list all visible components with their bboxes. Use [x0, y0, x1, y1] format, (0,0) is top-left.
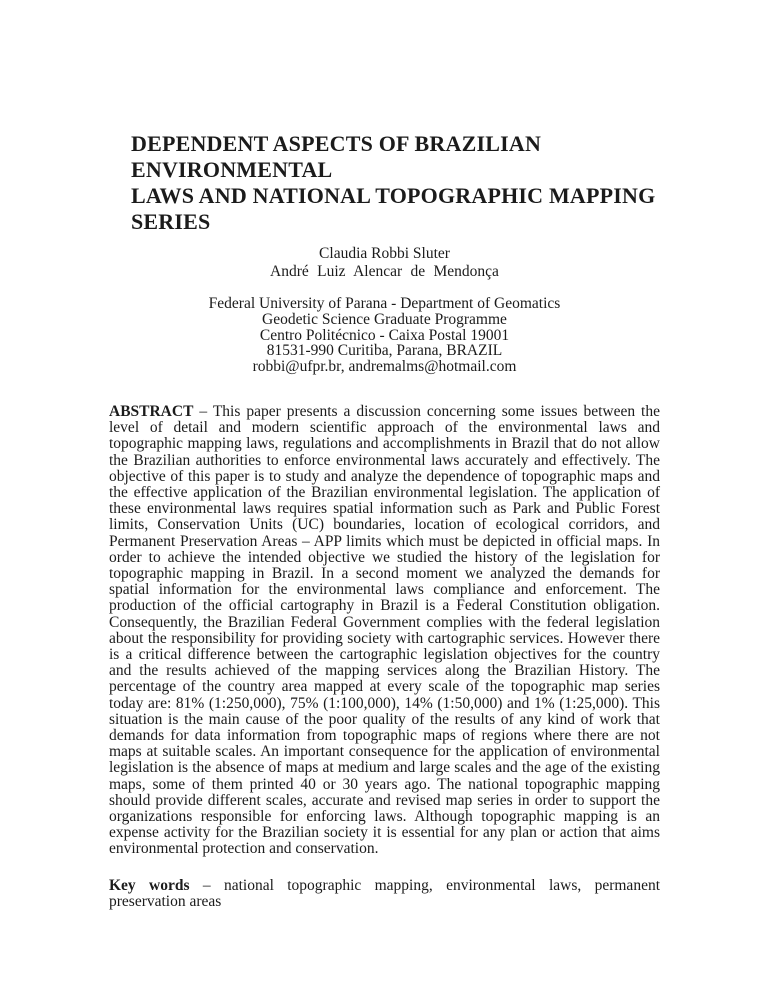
- affiliation-line-university: Federal University of Parana - Department of Geomatics: [208, 295, 561, 312]
- paper-title: [131, 131, 660, 235]
- keywords-paragraph: [109, 878, 660, 910]
- keywords-label: Key words: [109, 876, 190, 894]
- abstract-separator: –: [193, 402, 213, 420]
- paper-title-line1: DEPENDENT ASPECTS OF BRAZILIAN ENVIRONMENTAL: [131, 131, 542, 182]
- contact-emails: robbi@ufpr.br, andremalms@hotmail.com: [252, 358, 517, 376]
- affiliation-line-address: Centro Politécnico - Caixa Postal 19001: [259, 326, 510, 344]
- author-name-1: Claudia Robbi Sluter: [319, 245, 450, 262]
- text-column: [109, 0, 660, 910]
- abstract-paragraph: [109, 404, 660, 858]
- author-name-2: André Luiz Alencar de Mendonça: [270, 263, 499, 280]
- author-block: [109, 245, 660, 281]
- keywords-separator: –: [189, 876, 224, 894]
- affiliation-line-city: 81531-990 Curitiba, Parana, BRAZIL: [266, 342, 503, 360]
- abstract-label: ABSTRACT: [109, 402, 194, 420]
- paper-title-line2: LAWS AND NATIONAL TOPOGRAPHIC MAPPING SERIES: [131, 183, 656, 234]
- affiliation-line-programme: Geodetic Science Graduate Programme: [262, 310, 507, 328]
- affiliation-block: [109, 296, 660, 375]
- keywords-body: national topographic mapping, environmental laws, permanent preservation areas: [109, 876, 661, 910]
- abstract-body: This paper presents a discussion concerning some issues between the level of detail and modern scientific approach of the environmental laws and topographic mapping laws, regulations and accomplishments in Brazil that do not allow the Brazilian authorities to enforce environmental laws accurately and effectively. The objective of this paper is to study and analyze the dependence of topographic maps and the effective application of the Brazilian environmental legislation. The application of these environmental laws requires spatial information such as Park and Public Forest limits, Conservation Units (UC) boundaries, location of ecological corridors, and Permanent Preservation Areas – APP limits which must be depicted in official maps. In order to achieve the intended objective we studied the history of the legislation for topographic mapping in Brazil. In a second moment we analyzed the demands for spatial information for the environmental laws compliance and enforcement. The production of the official cartography in Brazil is a Federal Constitution obligation. Consequently, the Brazilian Federal Government complies with the federal legislation about the responsibility for providing society with cartographic services. However there is a critical difference between the cartographic legislation objectives for the country and the results achieved of the mapping services along the Brazilian History. The percentage of the country area mapped at every scale of the topographic map series today are: 81% (1:250,000), 75% (1:100,000), 14% (1:50,000) and 1% (1:25,000). This situation is the main cause of the poor quality of the results of any kind of work that demands for data information from topographic maps of regions where there are not maps at suitable scales. An important consequence for the application of environmental legislation is the absence of maps at medium and large scales and the age of the existing maps, some of them printed 40 or 30 years ago. The national topographic mapping should provide different scales, accurate and revised map series in order to support the organizations responsible for enforcing laws. Although topographic mapping is an expense activity for the Brazilian society it is essential for any plan or action that aims environmental protection and conservation.: [109, 402, 660, 858]
